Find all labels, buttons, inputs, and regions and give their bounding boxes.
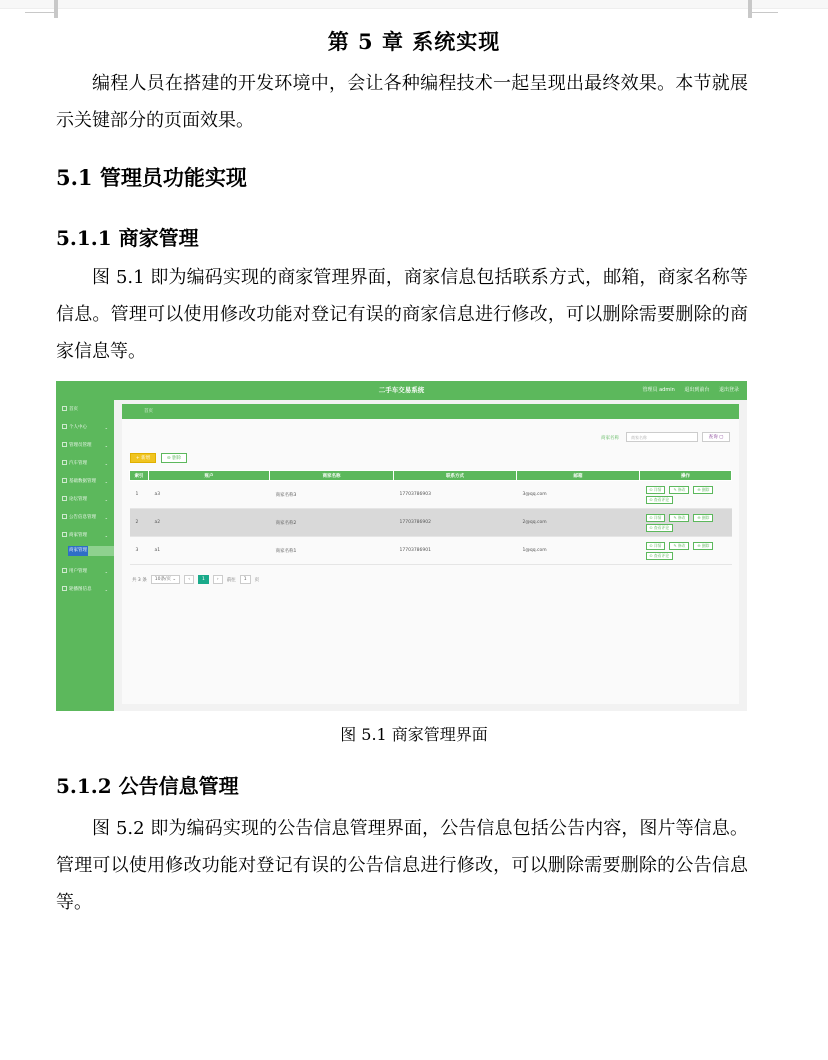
- sidebar-item-admins[interactable]: 管理员管理 ⌄: [56, 440, 114, 452]
- screenshot-logout-link[interactable]: 退出登录: [718, 387, 739, 393]
- intro-paragraph: 编程人员在搭建的开发环境中，会让各种编程技术一起呈现出最终效果。本节就展示关键部分的页面效果。: [56, 73, 748, 131]
- table-row[interactable]: [130, 537, 732, 565]
- search-button[interactable]: 查询 ▢: [702, 432, 730, 442]
- pager-current-page[interactable]: 1: [198, 575, 209, 584]
- table-header-row: [130, 471, 732, 481]
- detail-button[interactable]: ⊙ 详情: [646, 514, 666, 522]
- add-button[interactable]: + 新增: [130, 453, 156, 463]
- cell-account: a2: [149, 509, 270, 537]
- row-delete-button[interactable]: ⊖ 删除: [693, 486, 713, 494]
- sidebar-item-home[interactable]: 首页: [56, 404, 114, 416]
- chapter-title: 第 5 章 系统实现: [327, 29, 501, 54]
- pagination: [132, 575, 259, 584]
- section-5-1-heading: 5.1 管理员功能实现: [56, 165, 247, 190]
- screenshot-sidebar: [56, 400, 114, 711]
- screenshot-main-panel: [122, 404, 739, 704]
- cell-ops: [640, 509, 732, 537]
- page-top-strip: [0, 0, 828, 9]
- col-name: 商家名称: [270, 471, 394, 481]
- edit-button[interactable]: ✎ 修改: [669, 486, 689, 494]
- cell-name: 商家名称3: [270, 481, 394, 509]
- cell-index: 3: [130, 537, 149, 565]
- table-row[interactable]: [130, 481, 732, 509]
- sidebar-sub-highlight: [88, 546, 114, 556]
- col-phone: 联系方式: [394, 471, 517, 481]
- row-delete-button[interactable]: ⊖ 删除: [693, 514, 713, 522]
- section-5-1-1-paragraph: 图 5.1 即为编码实现的商家管理界面，商家信息包括联系方式，邮箱，商家名称等信息。管理可以使用修改功能对登记有误的商家信息进行修改，可以删除需要删除的商家信息等。: [56, 267, 748, 362]
- cell-email: 3@qq.com: [517, 481, 640, 509]
- view-comments-button[interactable]: ⊙ 查看评论: [646, 524, 674, 532]
- cell-email: 2@qq.com: [517, 509, 640, 537]
- pager-goto-label: 前往: [226, 577, 236, 583]
- section-5-1-2-paragraph: 图 5.2 即为编码实现的公告信息管理界面，公告信息包括公告内容，图片等信息。管理可以使用修改功能对登记有误的公告信息进行修改，可以删除需要删除的公告信息等。: [56, 818, 748, 913]
- detail-button[interactable]: ⊙ 详情: [646, 542, 666, 550]
- sidebar-item-users[interactable]: 用户管理 ⌄: [56, 566, 114, 578]
- edit-button[interactable]: ✎ 修改: [669, 514, 689, 522]
- pager-goto-input[interactable]: 1: [240, 575, 251, 584]
- sidebar-item-merchants[interactable]: 商家管理 ⌄: [56, 530, 114, 542]
- sidebar-item-forum[interactable]: 论坛管理 ⌄: [56, 494, 114, 506]
- page-corner-mark-left-v: [54, 0, 58, 18]
- row-delete-button[interactable]: ⊖ 删除: [693, 542, 713, 550]
- merchant-table: [129, 470, 732, 565]
- screenshot-back-link[interactable]: 退出到前台: [684, 387, 710, 393]
- page-corner-mark-right-v: [748, 0, 752, 18]
- cell-phone: 17703786901: [394, 537, 517, 565]
- screenshot-user-label: 管理员 admin: [642, 387, 675, 393]
- cell-phone: 17703786903: [394, 481, 517, 509]
- cell-account: a3: [149, 481, 270, 509]
- page-corner-mark-left: [25, 0, 55, 13]
- cell-email: 1@qq.com: [517, 537, 640, 565]
- table-row[interactable]: [130, 509, 732, 537]
- col-account: 账户: [149, 471, 270, 481]
- cell-index: 1: [130, 481, 149, 509]
- delete-button[interactable]: ⊖ 删除: [161, 453, 187, 463]
- cell-name: 商家名称1: [270, 537, 394, 565]
- pager-next-button[interactable]: ›: [213, 575, 223, 584]
- sidebar-item-carousel[interactable]: 轮播图信息 ⌄: [56, 584, 114, 596]
- screenshot-app-title: 二手车交易系统: [378, 386, 425, 394]
- view-comments-button[interactable]: ⊙ 查看评论: [646, 496, 674, 504]
- figure-merchant-management-screenshot: [56, 381, 747, 711]
- edit-button[interactable]: ✎ 修改: [669, 542, 689, 550]
- cell-ops: [640, 481, 732, 509]
- cell-phone: 17703786902: [394, 509, 517, 537]
- section-5-1-2-heading: 5.1.2 公告信息管理: [56, 774, 239, 798]
- sidebar-sub-merchant-management[interactable]: 商家管理: [68, 546, 88, 556]
- cell-name: 商家名称2: [270, 509, 394, 537]
- sidebar-item-notices[interactable]: 公告信息管理 ⌄: [56, 512, 114, 524]
- section-5-1-1-heading: 5.1.1 商家管理: [56, 226, 199, 250]
- figure-5-1-caption: 图 5.1 商家管理界面: [340, 725, 488, 744]
- cell-account: a1: [149, 537, 270, 565]
- detail-button[interactable]: ⊙ 详情: [646, 486, 666, 494]
- pager-size-select[interactable]: 10条/页 ⌄: [151, 575, 180, 584]
- cell-ops: [640, 537, 732, 565]
- pager-total: 共 3 条: [132, 577, 147, 583]
- col-email: 邮箱: [517, 471, 640, 481]
- search-input[interactable]: 商家名称: [626, 432, 698, 442]
- sidebar-item-basic-data[interactable]: 基础数据管理 ⌄: [56, 476, 114, 488]
- sidebar-item-profile[interactable]: 个人中心 ⌄: [56, 422, 114, 434]
- pager-unit: 页: [254, 577, 260, 583]
- pager-prev-button[interactable]: ‹: [184, 575, 194, 584]
- screenshot-topbar: [56, 381, 747, 400]
- page-corner-mark-right: [748, 0, 778, 13]
- col-index: 索引: [130, 471, 149, 481]
- view-comments-button[interactable]: ⊙ 查看评论: [646, 552, 674, 560]
- screenshot-topbar-links: [635, 386, 739, 393]
- search-label: 商家名称: [601, 436, 619, 441]
- sidebar-item-cars[interactable]: 汽车管理 ⌄: [56, 458, 114, 470]
- col-ops: 操作: [640, 471, 732, 481]
- cell-index: 2: [130, 509, 149, 537]
- screenshot-breadcrumb: 首页: [122, 404, 739, 419]
